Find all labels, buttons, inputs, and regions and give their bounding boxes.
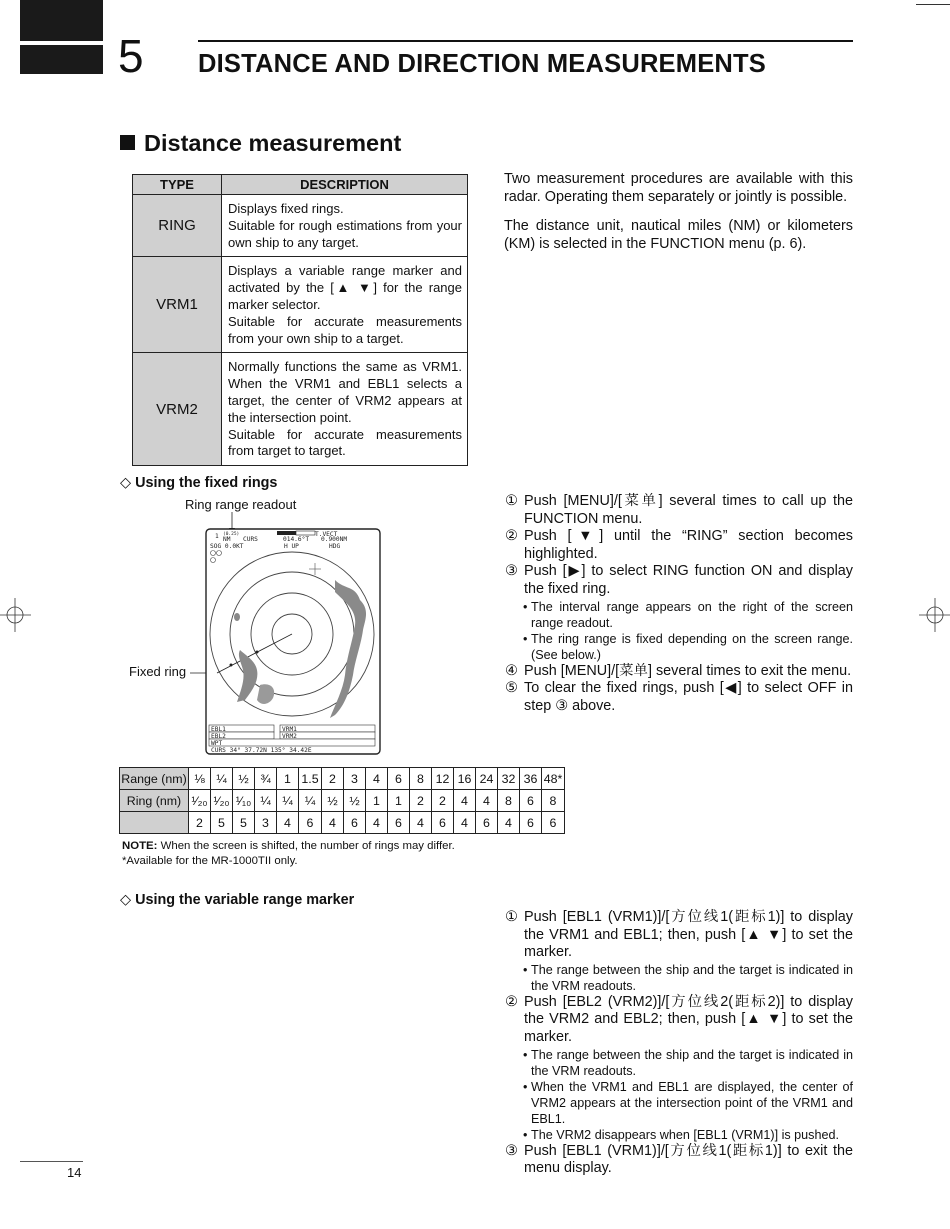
chapter-rule [198,40,853,42]
bullet-dot-icon: • [523,1047,528,1062]
count-cell: 6 [432,812,454,834]
bullet-dot-icon: • [523,631,528,646]
step-item [505,909,853,962]
range-cell: 48* [542,768,565,790]
count-row [120,812,565,834]
table-row [133,353,468,466]
step-number: ② [505,528,518,545]
step-text: Push [MENU]/[菜单] several times to exit the menu. [524,662,852,679]
description-header: DESCRIPTION [222,175,468,195]
count-cell: 6 [476,812,498,834]
step-bullet [505,1047,853,1079]
ring-cell: ½ [344,790,366,812]
ring-cell: ¹⁄₁₀ [233,790,255,812]
ring-cell: ¼ [277,790,299,812]
radar-wpt: WPT [211,740,223,747]
ring-label: Ring (nm) [120,790,189,812]
step-item [505,528,853,563]
step-text: Push [▶] to select RING function ON and display the fixed ring. [524,563,853,597]
count-cell: 4 [366,812,388,834]
range-cell: 24 [476,768,498,790]
note-text: When the screen is shifted, the number of rings may differ. [157,840,455,852]
bullet-dot-icon: • [523,1079,528,1094]
ring-cell: 8 [542,790,565,812]
ring-cell: 4 [476,790,498,812]
step-item [505,563,853,598]
count-cell: 6 [388,812,410,834]
fixed-rings-steps [505,493,853,715]
range-label: Range (nm) [120,768,189,790]
ring-cell: 1 [388,790,410,812]
description-cell [222,353,468,466]
ring-cell: ¼ [255,790,277,812]
range-cell: 1.5 [299,768,322,790]
vrm-steps [505,909,853,1178]
notes [122,839,455,868]
step-number: ② [505,993,518,1010]
step-item [505,680,853,715]
step-bullet [505,1127,853,1143]
description-line: Suitable for rough estimations from your own ship to any target. [228,217,462,250]
radar-vrm2: VRM2 [282,733,297,740]
type-table [132,174,468,466]
type-cell: VRM1 [133,257,222,353]
description-cell [222,257,468,353]
step-bullet [505,962,853,994]
count-cell: 2 [189,812,211,834]
type-cell: VRM2 [133,353,222,466]
count-cell: 5 [211,812,233,834]
range-cell: 32 [498,768,520,790]
registration-mark-icon [0,598,32,632]
fixed-ring-callout: Fixed ring [129,664,187,679]
type-cell: RING [133,195,222,257]
footer-rule [20,1161,83,1162]
type-header: TYPE [133,175,222,195]
range-row [120,768,565,790]
ring-cell: 6 [520,790,542,812]
description-line: Suitable for accurate measurements from your own ship to a target. [228,313,462,346]
radar-ebl2: EBL2 [211,733,226,740]
range-cell: ¼ [211,768,233,790]
range-table [119,767,565,834]
vrm-heading: ◇ Using the variable range marker [120,892,355,908]
footnote: *Available for the MR-1000TII only. [122,854,298,867]
count-cell: 5 [233,812,255,834]
radar-hup: H UP [284,543,299,550]
ring-cell: ½ [322,790,344,812]
step-number: ③ [505,563,518,580]
radar-curs: CURS [243,536,258,543]
bullet-dot-icon: • [523,1127,528,1142]
registration-mark-icon [918,598,950,632]
ring-cell: ¼ [299,790,322,812]
step-number: ① [505,493,518,509]
count-cell: 4 [277,812,299,834]
radar-screen-illustration [185,510,385,760]
step-bullet [505,599,853,631]
radar-sog: SOG 0.0KT [210,543,244,550]
square-bullet-icon [120,135,135,150]
chapter-number: 5 [118,30,144,82]
bullet-text: When the VRM1 and EBL1 are displayed, the center of VRM2 appears at the intersection point of the VRM1 and EBL1. [531,1079,853,1126]
bullet-text: The ring range is fixed depending on the screen range. (See below.) [531,631,853,662]
fixed-rings-heading-text: Using the fixed rings [135,475,278,491]
chapter-tab-bottom [20,45,103,74]
bullet-text: The VRM2 disappears when [EBL1 (VRM1)] is pushed. [531,1127,839,1142]
count-cell: 4 [498,812,520,834]
fixed-rings-heading: ◇ Using the fixed rings [120,475,278,491]
table-row [133,195,468,257]
step-text: Push [▼] until the “RING” section becomes highlighted. [524,528,853,562]
note-label: NOTE: [122,840,158,852]
chapter-tab-top [20,0,103,41]
radar-curs-position: CURS 34° 37.72N 135° 34.42E [211,747,312,754]
step-bullet [505,1079,853,1127]
step-number: ⑤ [505,680,518,697]
step-item [505,1143,853,1178]
description-cell [222,195,468,257]
range-cell: 12 [432,768,454,790]
ring-cell: 2 [410,790,432,812]
range-cell: 6 [388,768,410,790]
ring-cell: 1 [366,790,388,812]
range-cell: ¾ [255,768,277,790]
bullet-text: The range between the ship and the target is indicated in the VRM readouts. [531,1047,853,1078]
table-row [133,257,468,353]
count-cell: 3 [255,812,277,834]
range-cell: 16 [454,768,476,790]
range-cell: 4 [366,768,388,790]
ring-cell: ¹⁄₂₀ [211,790,233,812]
radar-ebl1: EBL1 [211,726,226,733]
count-cell: 6 [520,812,542,834]
step-bullet [505,631,853,663]
range-cell: 36 [520,768,542,790]
page-number: 14 [67,1165,82,1180]
description-line: Normally functions the same as VRM1. When the VRM1 and EBL1 selects a target, the center of VRM2 appears at the intersection point. [228,359,462,425]
ring-readout-callout: Ring range readout [185,497,297,512]
radar-vect: T.VECT [315,531,338,538]
step-text: Push [EBL1 (VRM1)]/[方位线1(距标1)] to exit the menu display. [524,1142,853,1177]
count-cell: 4 [454,812,476,834]
crop-mark [916,4,950,5]
section-title [120,130,401,157]
count-cell: 4 [410,812,432,834]
step-item [505,493,853,528]
intro-paragraph: Two measurement procedures are available with this radar. Operating them separately or jointly is possible. [504,171,853,205]
step-text: To clear the fixed rings, push [◀] to select OFF in step ③ above. [524,680,853,714]
ring-cell: 2 [432,790,454,812]
section-title-text: Distance measurement [144,130,402,156]
radar-bearing: 014.6°T [283,536,310,543]
note-line [122,839,455,854]
step-text: Push [MENU]/[菜单] several times to call up the FUNCTION menu. [524,493,853,527]
count-cell: 4 [322,812,344,834]
bullet-dot-icon: • [523,599,528,614]
step-item [505,994,853,1047]
radar-unit: NM [223,536,231,543]
range-cell: ⅛ [189,768,211,790]
radar-hdg: HDG [329,543,341,550]
range-cell: 1 [277,768,299,790]
description-line: Displays a variable range marker and activated by the [▲ ▼] for the range marker selector. [228,263,462,312]
step-number: ① [505,909,518,925]
radar-distance: 0.900NM [321,536,348,543]
range-cell: 2 [322,768,344,790]
ring-row [120,790,565,812]
radar-vrm1: VRM1 [282,726,297,733]
bullet-text: The interval range appears on the right of the screen range readout. [531,599,853,630]
radar-range-small: (0.25) [223,532,240,537]
description-line: Suitable for accurate measurements from target to target. [228,426,462,459]
bullet-dot-icon: • [523,962,528,977]
intro-paragraph: The distance unit, nautical miles (NM) or kilometers (KM) is selected in the FUNCTION menu (p. 6). [504,218,853,252]
step-text: Push [EBL2 (VRM2)]/[方位线2(距标2)] to display the VRM2 and EBL2; then, push [▲ ▼] to set the marker. [524,993,853,1045]
step-item [505,663,853,681]
bullet-text: The range between the ship and the target is indicated in the VRM readouts. [531,962,853,993]
vrm-heading-text: Using the variable range marker [135,892,355,908]
range-cell: 8 [410,768,432,790]
ring-cell: 4 [454,790,476,812]
ring-cell: ¹⁄₂₀ [189,790,211,812]
step-text: Push [EBL1 (VRM1)]/[方位线1(距标1)] to display the VRM1 and EBL1; then, push [▲ ▼] to set the marker. [524,909,853,961]
radar-range: 1 [215,533,219,540]
count-cell: 6 [344,812,366,834]
chapter-title: DISTANCE AND DIRECTION MEASUREMENTS [198,50,767,78]
description-line: Displays fixed rings. [228,201,344,216]
count-label [120,812,189,834]
step-number: ④ [505,662,518,679]
step-number: ③ [505,1142,518,1159]
ring-cell: 8 [498,790,520,812]
count-cell: 6 [542,812,565,834]
count-cell: 6 [299,812,322,834]
range-cell: ½ [233,768,255,790]
range-cell: 3 [344,768,366,790]
